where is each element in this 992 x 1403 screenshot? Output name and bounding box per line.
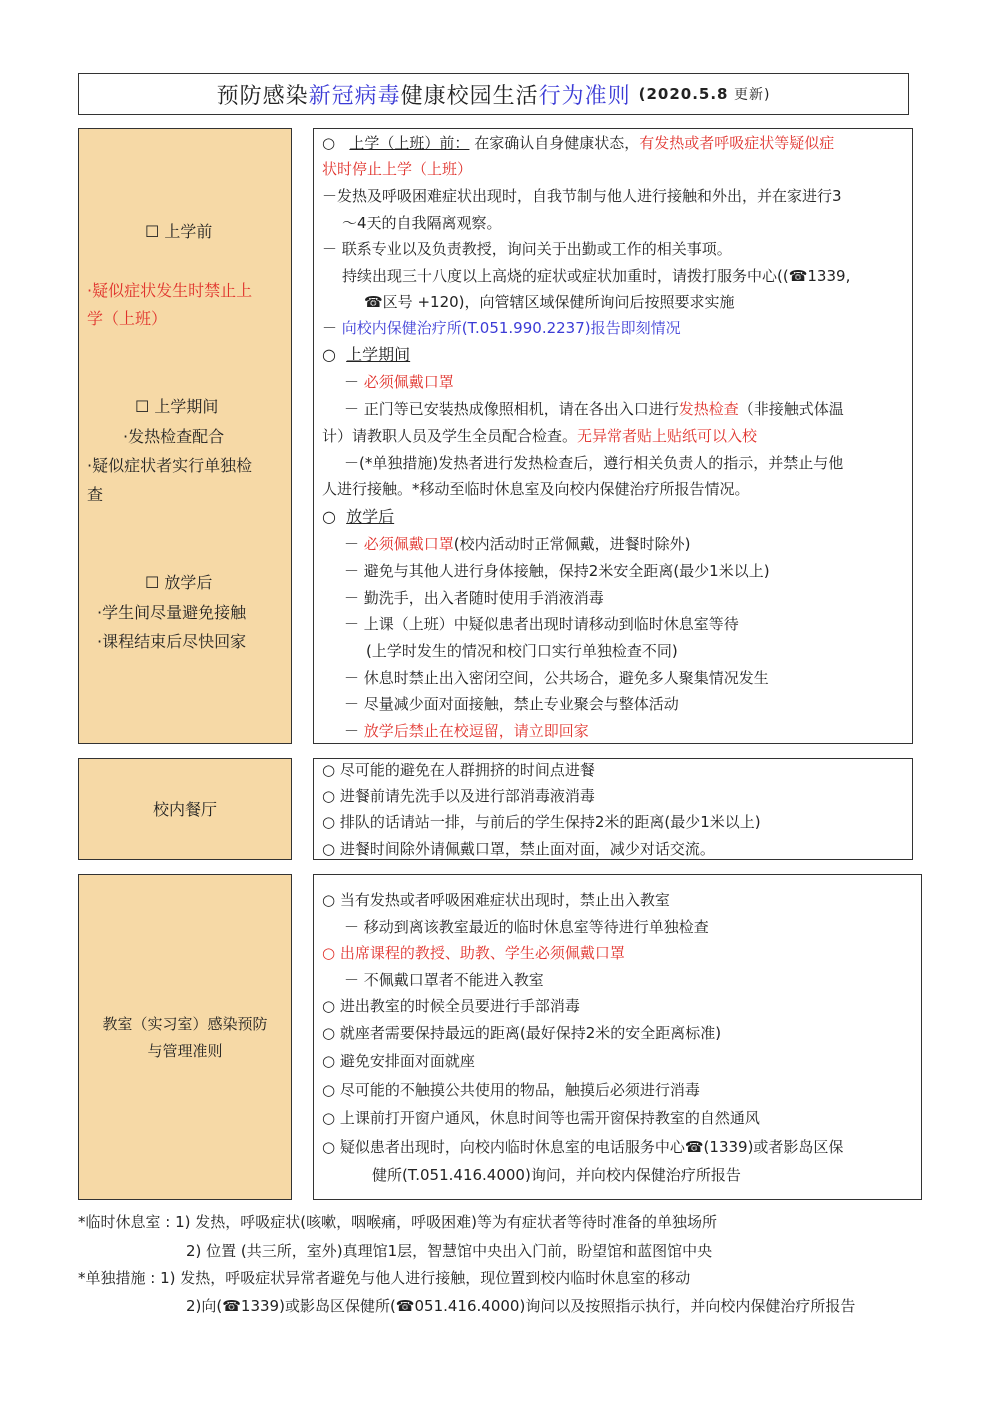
before-line-7: ☎区号 +120)，向管辖区域保健所询问后按照要求实施: [364, 293, 735, 311]
during-line-1: [344, 372, 454, 392]
classroom-line-8: ○ 尽可能的不触摸公共使用的物品，触摸后必须进行消毒: [322, 1081, 700, 1099]
classroom-line-10: ○ 疑似患者出现时，向校内临时休息室的电话服务中心☎(1339)或者影岛区保: [322, 1138, 844, 1156]
classroom-line-2: － 移动到离该教室最近的临时休息室等待进行单独检查: [344, 918, 709, 936]
after-heading: ☐ 放学后: [145, 573, 213, 592]
title-date: [639, 84, 771, 104]
after-line-1: [344, 534, 691, 554]
during-line-2: [344, 399, 844, 419]
before-line-1: [322, 133, 834, 153]
dash: －: [344, 535, 364, 553]
during-subheading: 上学期间: [346, 345, 411, 364]
during-line-head: [322, 345, 410, 365]
before-heading: ☐ 上学前: [145, 222, 213, 241]
note-1: *临时休息室 : 1) 发热，呼吸症状(咳嗽，咽喉痛，呼吸困难)等为有症状者等待时准备的单独场所: [78, 1213, 717, 1231]
during-line-5: 人进行接触。*移动至临时休息室及向校内保健治疗所报告情况。: [322, 480, 750, 498]
classroom-details: [313, 874, 922, 1200]
after-line-7: － 尽量减少面对面接触，禁止专业聚会与整体活动: [344, 695, 679, 713]
classroom-label-2: 与管理准则: [147, 1042, 223, 1060]
classroom-label-1: 教室（实习室）感染预防: [102, 1015, 268, 1033]
before-line-2: 状时停止上学（上班）: [322, 160, 473, 178]
before-subheading: 上学（上班）前：: [349, 134, 470, 152]
before-line-4: ～4天的自我隔离观察。: [342, 214, 502, 232]
during-2: ·疑似症状者实行单独检: [87, 456, 253, 475]
classroom-line-7: ○ 避免安排面对面就座: [322, 1052, 475, 1070]
before-line-3: －发热及呼吸困难症状出现时，自我节制与他人进行接触和外出，并在家进行3: [322, 187, 842, 205]
circle-bullet: ○: [322, 345, 336, 364]
title-part4: 行为准则: [538, 83, 631, 109]
classroom-line-11: 健所(T.051.416.4000)询问，并向校内保健治疗所报告: [372, 1166, 741, 1184]
classroom-line-6: ○ 就座者需要保持最远的距离(最好保持2米的安全距离标准): [322, 1024, 722, 1042]
after-line-4: － 上课（上班）中疑似患者出现时请移动到临时休息室等待: [344, 615, 739, 633]
during-line-4: －(*单独措施)发热者进行发热检查后，遵行相关负责人的指示，并禁止与他: [344, 454, 844, 472]
section1-summary: [78, 128, 292, 744]
cafeteria-item-2: ○ 进餐前请先洗手以及进行部消毒液消毒: [322, 787, 595, 805]
cafeteria-label: 校内餐厅: [152, 800, 217, 819]
go-home-red-text: 放学后禁止在校逗留，请立即回家: [363, 722, 589, 740]
before-red-text: 有发热或者呼吸症状等疑似症: [639, 134, 835, 152]
dash: －: [322, 319, 342, 337]
sticker-red-text: 无异常者贴上贴纸可以入校: [577, 427, 758, 445]
fever-check-red: 发热检查: [678, 400, 739, 418]
after-line-3: － 勤洗手，出入者随时使用手消液消毒: [344, 589, 604, 607]
after-line-2: － 避免与其他人进行身体接触，保持2米安全距离(最少1米以上): [344, 562, 770, 580]
after-line-8: [344, 721, 589, 741]
after-1: ·学生间尽量避免接触: [97, 603, 247, 622]
report-blue-text: 向校内保健治疗所(T.051.990.2237)报告即刻情况: [341, 319, 681, 337]
cafeteria-item-1: ○ 尽可能的避免在人群拥挤的时间点进餐: [322, 761, 595, 779]
updated-text: 更新): [728, 87, 771, 103]
page-title: [78, 73, 909, 115]
after-text: (校内活动时正常佩戴，进餐时除外): [453, 535, 691, 553]
before-line-6: 持续出现三十八度以上高烧的症状或症状加重时，请拨打服务中心((☎1339,: [342, 267, 851, 285]
mask-red-text: 必须佩戴口罩: [363, 535, 454, 553]
note-4: 2)向(☎1339)或影岛区保健所(☎051.416.4000)询问以及按照指示执行，并向校内保健治疗所报告: [186, 1297, 856, 1315]
mask-red-text: 必须佩戴口罩: [363, 373, 454, 391]
during-line-3: [322, 426, 757, 446]
cafeteria-details: [313, 758, 913, 860]
classroom-line-5: ○ 进出教室的时候全员要进行手部消毒: [322, 997, 580, 1015]
dash: －: [344, 722, 364, 740]
after-line-head: [322, 507, 394, 527]
cafeteria-item-3: ○ 排队的话请站一排，与前后的学生保持2米的距离(最少1米以上): [322, 813, 761, 831]
cafeteria-item-4: ○ 进餐时间除外请佩戴口罩，禁止面对面，减少对话交流。: [322, 840, 715, 858]
title-part1: 预防感染: [216, 83, 309, 109]
during-text-a: － 正门等已安装热成像照相机，请在各出入口进行: [344, 400, 679, 418]
classroom-line-4: － 不佩戴口罩者不能进入教室: [344, 971, 544, 989]
before-line-5: － 联系专业以及负责教授，询问关于出勤或工作的相关事项。: [322, 240, 732, 258]
title-part2: 新冠病毒: [308, 83, 401, 109]
during-text-c: 计）请教职人员及学生全员配合检查。: [322, 427, 578, 445]
date-text: (2020.5.8: [638, 85, 729, 103]
during-3: 查: [87, 485, 104, 504]
classroom-line-3: ○ 出席课程的教授、助教、学生必须佩戴口罩: [322, 944, 625, 962]
during-text-b: （非接触式体温: [738, 400, 844, 418]
after-line-6: － 休息时禁止出入密闭空间，公共场合，避免多人聚集情况发生: [344, 669, 769, 687]
dash: －: [344, 373, 364, 391]
classroom-label-box: [78, 874, 292, 1200]
before-text: 在家确认自身健康状态，: [474, 134, 640, 152]
classroom-line-1: ○ 当有发热或者呼吸困难症状出现时，禁止出入教室: [322, 891, 670, 909]
after-line-5: (上学时发生的情况和校门口实行单独检查不同): [366, 642, 678, 660]
during-heading: ☐ 上学期间: [135, 397, 219, 416]
note-3: *单独措施 : 1) 发热，呼吸症状异常者避免与他人进行接触，现位置到校内临时休息室的移动: [78, 1269, 691, 1287]
after-subheading: 放学后: [346, 507, 395, 526]
cafeteria-label-box: [78, 758, 292, 860]
circle-bullet: ○: [322, 507, 336, 526]
before-line-8: [322, 318, 681, 338]
section1-details: [313, 128, 913, 744]
circle-bullet: ○: [322, 134, 336, 152]
after-2: ·课程结束后尽快回家: [97, 632, 247, 651]
before-red-1: ·疑似症状发生时禁止上: [87, 281, 253, 300]
title-part3: 健康校园生活: [400, 83, 539, 109]
note-2: 2) 位置 (共三所，室外)真理馆1层，智慧馆中央出入门前，盼望馆和蓝图馆中央: [186, 1242, 713, 1260]
during-1: ·发热检查配合: [123, 427, 225, 446]
before-red-2: 学（上班）: [87, 309, 168, 328]
classroom-line-9: ○ 上课前打开窗户通风，休息时间等也需开窗保持教室的自然通风: [322, 1109, 760, 1127]
